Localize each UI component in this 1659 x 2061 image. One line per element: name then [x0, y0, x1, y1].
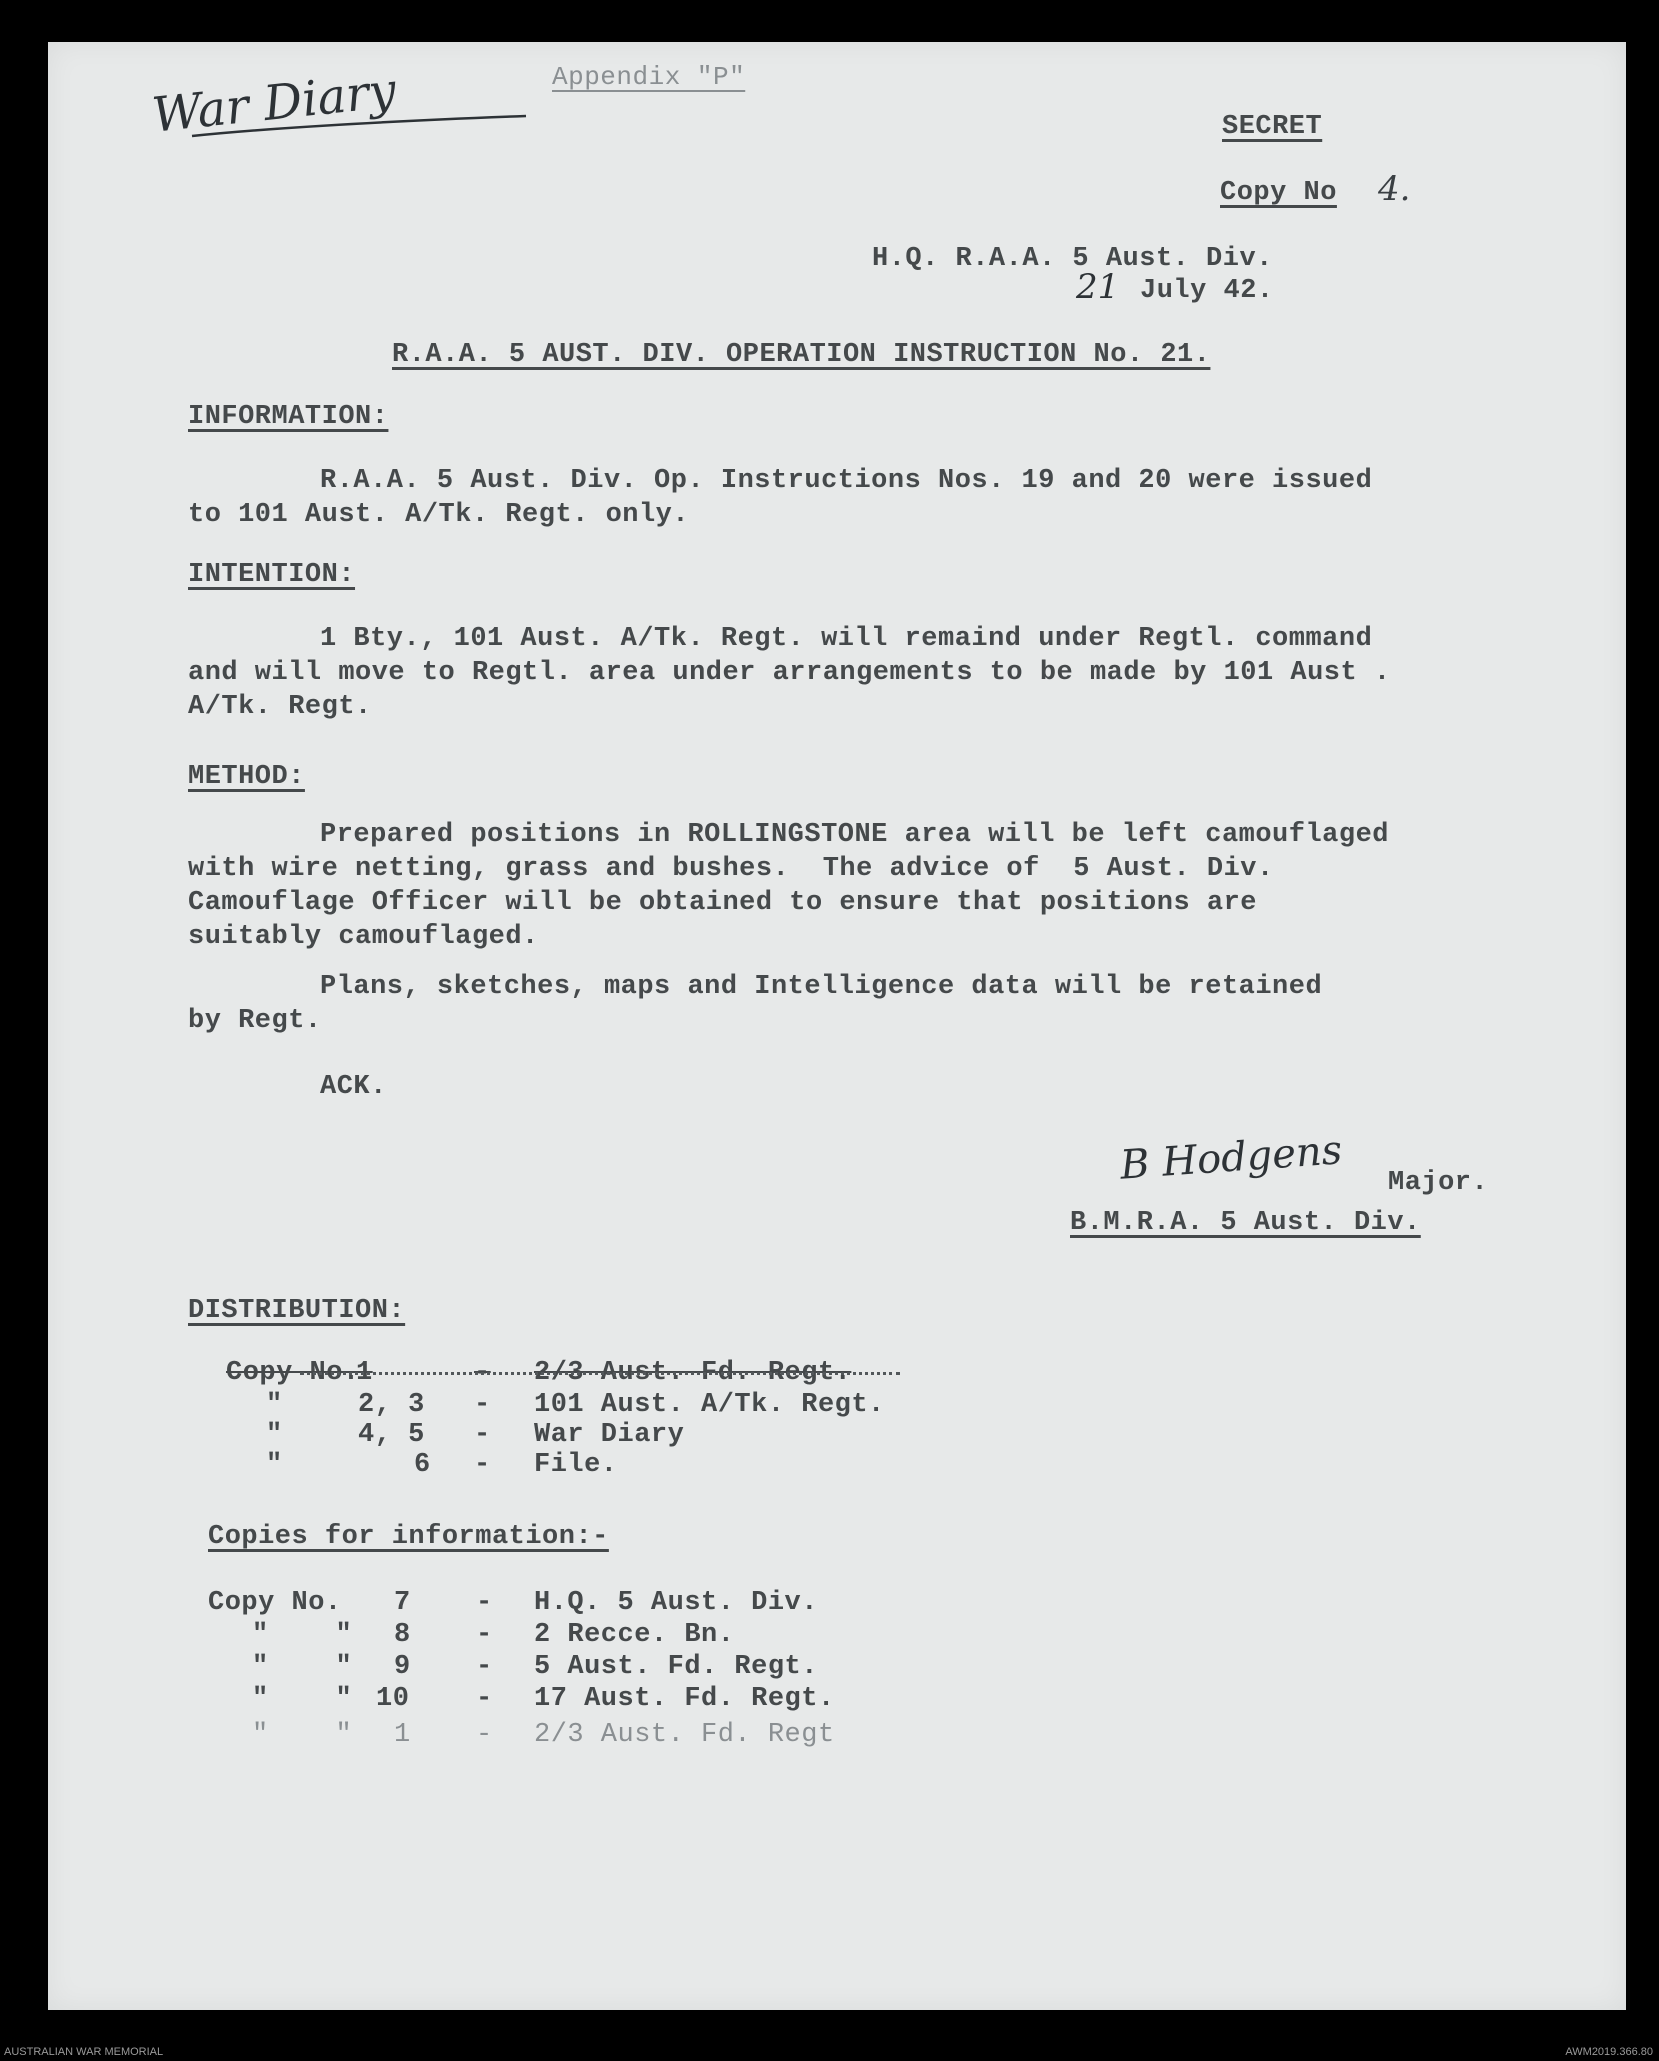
war-diary-annotation: War Diary — [149, 62, 399, 144]
information-row-label: " " — [252, 1720, 353, 1750]
appendix-label: Appendix "P" — [552, 62, 746, 92]
information-row-recipient: 17 Aust. Fd. Regt. — [534, 1684, 835, 1714]
method-text-1: Prepared positions in ROLLINGSTONE area will be left camouflaged with wire netting, grass and bushes. The advice of 5 Aust. Div. Camouflage Officer will be obtained to ensure that positions are suitably camouflaged. — [188, 820, 1389, 952]
copy-number-label: Copy No — [1220, 178, 1337, 208]
archive-institution: AUSTRALIAN WAR MEMORIAL — [4, 2046, 164, 2058]
distribution-row-recipient: File. — [534, 1450, 618, 1480]
distribution-row-number: 1 — [356, 1358, 373, 1388]
information-row-recipient: 2 Recce. Bn. — [534, 1620, 735, 1650]
distribution-row-label: " — [266, 1450, 283, 1480]
distribution-row-dash: - — [474, 1450, 491, 1480]
information-row-label: Copy No. — [208, 1588, 342, 1618]
information-row-dash: - — [476, 1588, 493, 1618]
distribution-row-dash: - — [474, 1390, 491, 1420]
signature-rank: Major. — [1388, 1168, 1489, 1198]
information-row-label: " " — [252, 1684, 353, 1714]
method-heading: METHOD: — [188, 762, 305, 792]
war-diary-underline — [190, 110, 530, 140]
distribution-row-label: Copy No. — [226, 1358, 360, 1388]
classification-stamp: SECRET — [1222, 112, 1323, 142]
distribution-row-number: 6 — [414, 1450, 431, 1480]
hq-line: H.Q. R.A.A. 5 Aust. Div. — [872, 244, 1273, 274]
information-row-dash: - — [476, 1620, 493, 1650]
intention-text: 1 Bty., 101 Aust. A/Tk. Regt. will remaind under Regtl. command and will move to Regtl. area under arrangements to be made by 101 Aust . A/Tk. Regt. — [188, 624, 1391, 722]
copy-number-handwritten: 4. — [1378, 169, 1411, 209]
distribution-row-label: " — [266, 1420, 283, 1450]
method-text-2: Plans, sketches, maps and Intelligence data will be retained by Regt. — [188, 972, 1323, 1036]
distribution-row-recipient: 101 Aust. A/Tk. Regt. — [534, 1390, 885, 1420]
information-row-number: 8 — [394, 1620, 411, 1650]
information-row-recipient: 2/3 Aust. Fd. Regt — [534, 1720, 835, 1750]
distribution-heading: DISTRIBUTION: — [188, 1296, 406, 1326]
information-text: R.A.A. 5 Aust. Div. Op. Instructions Nos. 19 and 20 were issued to 101 Aust. A/Tk. Regt. only. — [188, 466, 1373, 530]
information-row-number: 7 — [394, 1588, 411, 1618]
distribution-row-dash: - — [474, 1358, 491, 1388]
ack-line: ACK. — [320, 1072, 387, 1102]
information-row-label: " " — [252, 1620, 353, 1650]
distribution-row-dash: - — [474, 1420, 491, 1450]
information-row-dash: - — [476, 1684, 493, 1714]
distribution-row-recipient: 2/3 Aust. Fd. Regt. — [534, 1358, 852, 1388]
date-day-handwritten: 21 — [1076, 267, 1120, 307]
cancelled-row-strike — [300, 1372, 900, 1375]
information-row-recipient: H.Q. 5 Aust. Div. — [534, 1588, 818, 1618]
intention-heading: INTENTION: — [188, 560, 356, 590]
document-title: R.A.A. 5 AUST. DIV. OPERATION INSTRUCTION No. 21. — [392, 340, 1211, 370]
distribution-row-recipient: War Diary — [534, 1420, 685, 1450]
handwritten-signature: B Hodgens — [1118, 1127, 1344, 1189]
information-row-recipient: 5 Aust. Fd. Regt. — [534, 1652, 818, 1682]
information-row-dash: - — [476, 1652, 493, 1682]
information-row-dash: - — [476, 1720, 493, 1750]
distribution-row-number: 4, 5 — [358, 1420, 425, 1450]
information-row-number: 1 — [394, 1720, 411, 1750]
information-row-label: " " — [252, 1652, 353, 1682]
copies-for-information-heading: Copies for information:- — [208, 1522, 609, 1552]
date-line: July 42. — [1140, 276, 1274, 306]
signature-appointment: B.M.R.A. 5 Aust. Div. — [1070, 1208, 1421, 1238]
information-heading: INFORMATION: — [188, 402, 389, 432]
information-row-number: 9 — [394, 1652, 411, 1682]
distribution-row-label: " — [266, 1390, 283, 1420]
distribution-row-number: 2, 3 — [358, 1390, 425, 1420]
archive-reference: AWM2019.366.80 — [1565, 2046, 1653, 2058]
archive-footer — [0, 2044, 1659, 2061]
information-row-number: 10 — [376, 1684, 410, 1714]
